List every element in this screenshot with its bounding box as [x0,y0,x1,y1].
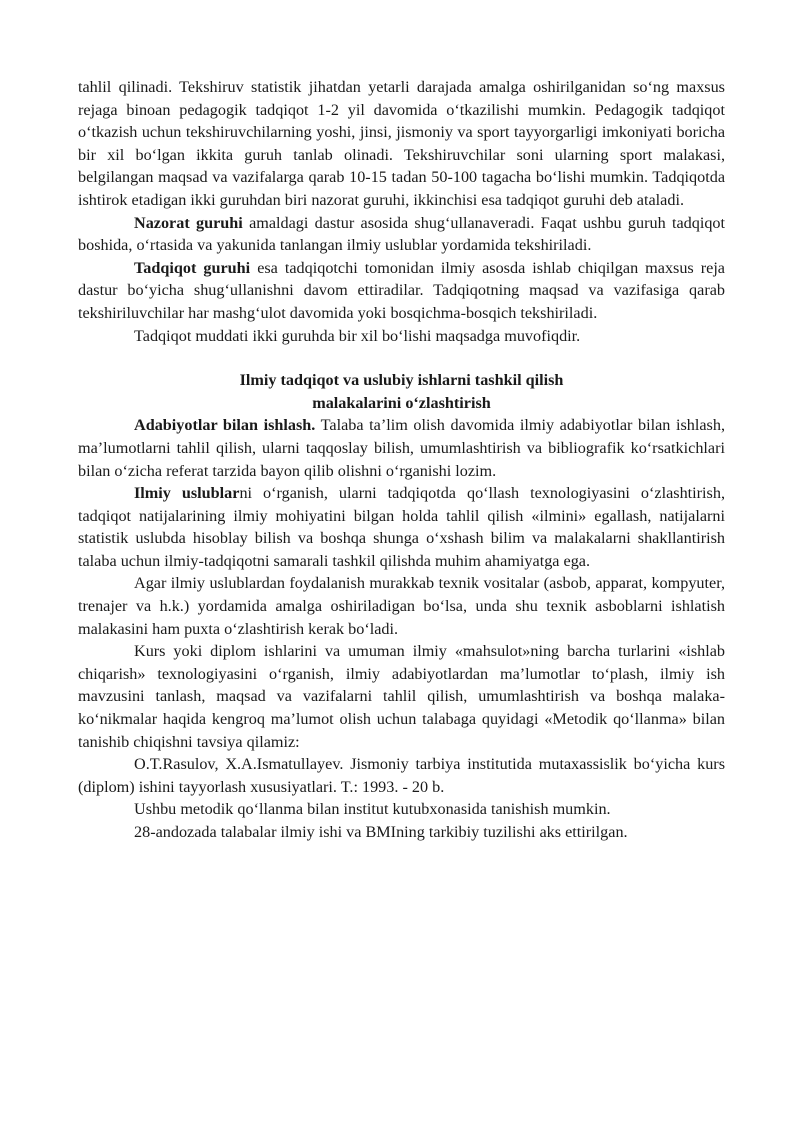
paragraph-text: O.T.Rasulov, X.A.Ismatullayev. Jismoniy tarbiya institutida mutaxassislik bo‘yicha kurs (diplom) ishini tayyorlash xususiyatlari. T.: 1993. - 20 b. [78,755,725,796]
paragraph-continued [78,76,725,212]
paragraph-text: Tadqiqot muddati ikki guruhda bir xil bo‘lishi maqsadga muvofiqdir. [134,326,581,345]
paragraph-research-group [78,257,725,325]
term-research-group: Tadqiqot guruhi [134,258,251,277]
paragraph-text: esa tadqiqotchi tomonidan ilmiy asosda ishlab chiqilgan maxsus reja dastur bo‘yicha shug‘ullanishni davom ettiradilar. Tadqiqotning maqsad va vazifasiga qarab tekshiriluvchilar har mashg‘ulot davomida yoki bosqichma-bosqich tekshiriladi. [78,258,725,322]
term-control-group: Nazorat guruhi [134,213,243,232]
paragraph-text: amaldagi dastur asosida shug‘ullanaveradi. Faqat ushbu guruh tadqiqot boshida, o‘rtasida va yakunida tanlangan ilmiy uslublar yordamida tekshiriladi. [78,213,726,255]
paragraph-text: tahlil qilinadi. Tekshiruv statistik jihatdan yetarli darajada amalga oshirilganidan so‘ng maxsus rejaga binoan pedagogik tadqiqot 1-2 yil davomida o‘tkazilishi mumkin. Pedagogik tadqiqot o‘tkazish uchun tekshiruvchilarning yoshi, jinsi, jismoniy va sport tayyorgarligi imkoniyati boricha bir xil bo‘lgan ikkita guruh tanlab olinadi. Tekshiruvchilar soni ularning sport malakasi, belgilangan maqsad va vazifalarga qarab 10-15 tadan 50-100 tagacha bo‘lishi mumkin. Tadqiqotda ishtirok etadigan ikki guruhdan biri nazorat guruhi, ikkinchisi esa tadqiqot guruhi deb ataladi. [78,78,725,209]
paragraph-text: 28-andozada talabalar ilmiy ishi va BMIning tarkibiy tuzilishi aks ettirilgan. [134,823,628,841]
paragraph-figure-note [78,821,725,844]
paragraph-text: Kurs yoki diplom ishlarini va umuman ilmiy «mahsulot»ning barcha turlarini «ishlab chiqarish» texnologiyasini o‘rganish, ilmiy adabiyotlardan ma’lumotlar to‘plash, ilmiy ish mavzusini tanlash, maqsad va vazifalarni tahlil qilish, umumlashtirish va boshqa malaka-ko‘nikmalar haqida kengroq ma’lumot olish uchun talabaga quyidagi «Metodik qo‘llanma» bilan tanishib chiqishni tavsiya qilamiz: [78,642,725,751]
section-heading [78,369,725,414]
paragraph-control-group [78,212,725,257]
paragraph-coursework [78,640,725,753]
paragraph-technical-means [78,572,725,640]
paragraph-duration [78,325,725,348]
term-literature: Adabiyotlar bilan ishlash. [134,416,316,435]
paragraph-literature [78,414,725,482]
section-heading-line-2: malakalarini o‘zlashtirish [312,393,491,412]
paragraph-methods [78,482,725,572]
paragraph-text: Agar ilmiy uslublardan foydalanish murakkab texnik vositalar (asbob, apparat, kompyuter, trenajer va h.k.) yordamida amalga oshiriladigan bo‘lsa, unda shu texnik asboblarni ishlatish malakasini ham puxta o‘zlashtirish kerak bo‘ladi. [78,574,725,638]
paragraph-text: ni o‘rganish, ularni tadqiqotda qo‘llash texnologiyasini o‘zlashtirish, tadqiqot natijalarining ilmiy mohiyatini bilgan holda tahlil qilish «ilmini» egallash, natijalarni statistik uslubda hisoblay bilish va boshqa shunga o‘xshash bilim va malakalarni shakllantirish talaba uchun ilmiy-tadqiqotni samarali tashkil qilishda muhim ahamiyatga ega. [78,484,725,570]
paragraph-text: Talaba ta’lim olish davomida ilmiy adabiyotlar bilan ishlash, ma’lumotlarni tahlil qilish, ularni taqqoslay bilish, umumlashtirish va bibliografik ko‘rsatkichlari bilan o‘zicha referat tarzida bayon qilib olishni o‘rganishi lozim. [78,416,725,480]
paragraph-reference [78,753,725,798]
term-methods: Ilmiy uslublar [134,484,240,503]
paragraph-text: Ushbu metodik qo‘llanma bilan institut kutubxonasida tanishish mumkin. [134,800,611,819]
document-page [78,76,725,844]
paragraph-library-note [78,798,725,821]
section-heading-line-1: Ilmiy tadqiqot va uslubiy ishlarni tashkil qilish [239,371,564,390]
